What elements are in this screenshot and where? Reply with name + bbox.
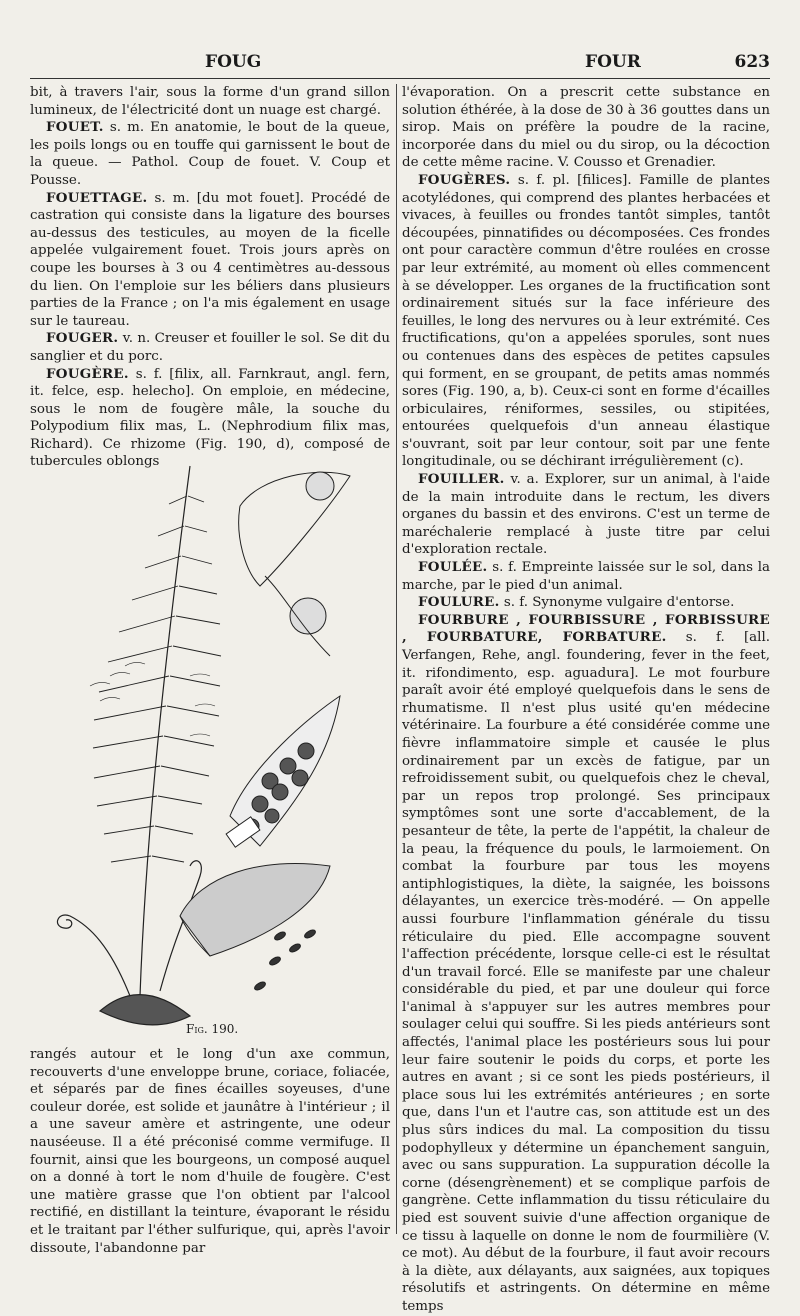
headword: FOUETTAGE. [46, 189, 148, 206]
headword: FOUILLER. [418, 471, 505, 488]
entry-fouger [30, 330, 390, 365]
headword: FOULURE. [418, 594, 500, 611]
headword: FOUGER. [46, 330, 119, 347]
right-column [402, 84, 770, 1316]
entry-fouiller [402, 471, 770, 559]
headword: FOULÉE. [418, 559, 488, 576]
left-column-lower [30, 1046, 390, 1257]
left-column [30, 84, 390, 471]
entry-body: s. f. Synonyme vulgaire d'entorse. [499, 595, 735, 611]
entry-fouet [30, 119, 390, 189]
entry-body: s. f. [filix, all. Farnkraut, angl. fern, it. felce, esp. helecho]. On emploie, en médecine, sous le nom de fougère mâle, la souche du Polypodium filix mas, L. (Nephrodium filix mas, Richard). Ce rhizome (Fig. 190, d), composé de tubercules oblongs [30, 366, 390, 470]
entry-fougeres [402, 172, 770, 471]
entry-body: s. m. [du mot fouet]. Procédé de castration qui consiste dans la ligature des bourses au-dessus des testicules, au moyen de la ficelle appelée vulgairement fouet. Trois jours après on coupe les bourses à 3 ou 4 centimètres au-dessous du lien. On l'emploie sur les béliers dans plusieurs parties de la France ; on l'a mis également en usage sur le taureau. [30, 190, 390, 329]
entry-continuation: l'évaporation. On a prescrit cette substance en solution éthérée, à la dose de 30 à 36 gouttes dans un sirop. Mais on préfère la poudre de la racine, incorporée dans du miel ou du sirop, ou la décoction de cette même racine. V. Cousso et Grenadier. [402, 85, 770, 171]
header-rule [30, 78, 770, 79]
entry-foulure [402, 594, 770, 612]
entry-body: v. a. Explorer, sur un animal, à l'aide de la main introduite dans le rectum, les divers organes du bassin et des environs. C'est un terme de maréchalerie remplacé à juste titre par celui d'exploration rectale. [402, 472, 770, 558]
headword: FOUET. [46, 119, 104, 136]
header-left-word: FOUG [205, 52, 262, 72]
page-number: 623 [734, 52, 770, 72]
entry-body: s. f. Empreinte laissée sur le sol, dans la marche, par le pied d'un animal. [402, 560, 770, 593]
figure-caption: Fig. 190. [186, 1022, 239, 1036]
detail-pinnule-a [239, 472, 350, 656]
entry-body: s. f. pl. [filices]. Famille de plantes acotylédones, qui comprend des plantes herbacées et vivaces, à feuilles ou frondes tantôt simples, tantôt découpées, pinnatifides ou décomposées. Ces frondes ont pour caractère commun d'être roulées en crosse par leur extrémité, au moment où elles commencent à se développer. Les organes de la fructification sont ordinairement situés sur la face inférieure des feuilles, le long des nervures ou à leur extrémité. Ces fructifications, qu'on a appelées sporules, sont nues ou contenues dans des espèces de petites capsules qui forment, en se groupant, de petits amas nommés sores (Fig. 190, a, b). Ceux-ci sont en forme d'écailles orbiculaires, réniformes, sessiles, ou stipitées, entourées quelquefois d'un anneau élastique s'ouvrant, soit par leur contour, soit par une fente longitudinale, ou se déchirant irrégulièrement (c). [402, 172, 770, 470]
headword: FOUGÈRE. [46, 365, 129, 382]
fern-illustration [30, 436, 390, 1046]
entry-fourbure [402, 612, 770, 1316]
headword: FOUGÈRES. [418, 171, 511, 188]
headword: FOURBURE , FOURBISSURE , FORBISSURE , FOURBATURE, FORBATURE. [402, 611, 770, 646]
running-header [30, 52, 770, 78]
entry-body: s. f. [all. Verfangen, Rehe, angl. foundering, fever in the feet, it. rifondimento, esp. aguadura]. Le mot fourbure paraît avoir été employé quelquefois dans le sens de rhumatisme. Il n'est plus usité qu'en médecine vétérinaire. La fourbure a été considérée comme une fièvre inflammatoire simple et causée le plus ordinairement par un excès de fatigue, par un refroidissement subit, ou quelquefois chez le cheval, par un repos trop prolongé. Ses principaux symptômes sont une sorte d'accablement, de la pesanteur de tête, la perte de l'appétit, la chaleur de la peau, la fréquence du pouls, le larmoiement. On combat la fourbure par tous les moyens antiphlogistiques, la diète, la saignée, les boissons délayantes, un exercice très-modéré. — On appelle aussi fourbure l'inflammation générale du tissu réticulaire du pied. Elle accompagne souvent l'affection précédente, lorsque celle-ci est le résultat d'un travail forcé. Elle se manifeste par une chaleur considérable du pied, et par une douleur qui force l'animal à s'appuyer sur les autres membres pour soulager celui qui souffre. Si les pieds antérieurs sont affectés, l'animal place les postérieurs sous lui pour leur faire soutenir le poids du corps, et porte les autres en avant ; si ce sont les pieds postérieurs, il place sous lui les extrémités antérieures ; en sorte que, dans l'un et l'autre cas, son attitude est un des plus sûrs indices du mal. La composition du tissu podophylleux y détermine un épanchement sanguin, avec ou sans suppuration. La suppuration décolle la corne (désengrènement) et se complique parfois de gangrène. Cette inflammation du tissu réticulaire du pied est souvent suivie d'une affection organique de ce tissu à laquelle on donne le nom de fourmilière (V. ce mot). Au début de la fourbure, il faut avoir recours à la diète, aux délayants, aux saignées, aux topiques résolutifs et astringents. On détermine en même temps [402, 630, 770, 1314]
detail-pinnae-b [226, 696, 340, 847]
entry-continuation: bit, à travers l'air, sous la forme d'un grand sillon lumineux, de l'électricité dont un nuage est chargé. [30, 85, 390, 118]
header-right-word: FOUR [585, 52, 641, 72]
detail-rhizome-c [180, 863, 330, 991]
entry-body: s. m. En anatomie, le bout de la queue, les poils longs ou en touffe qui garnissent le bout de la queue. — Pathol. Coup de fouet. V. Coup et Pousse. [30, 120, 390, 188]
entry-body: v. n. Creuser et fouiller le sol. Se dit du sanglier et du porc. [30, 331, 390, 364]
entry-continuation: rangés autour et le long d'un axe commun, recouverts d'une enveloppe brune, coriace, foliacée, et séparés par de fines écailles soyeuses, d'une couleur dorée, est solide et jaunâtre à l'intérieur ; il a une saveur amère et astringente, une odeur nauséeuse. Il a été préconisé comme vermifuge. Il fournit, ainsi que les bourgeons, un composé auquel on a donné à tort le nom d'huile de fougère. C'est une matière grasse que l'on obtient par l'alcool rectifié, en distillant la teinture, évaporant le résidu et le traitant par l'éther sulfurique, qui, après l'avoir dissoute, l'abandonne par [30, 1047, 390, 1256]
entry-foulee [402, 559, 770, 594]
column-divider [396, 84, 397, 1234]
entry-fouettage [30, 190, 390, 331]
